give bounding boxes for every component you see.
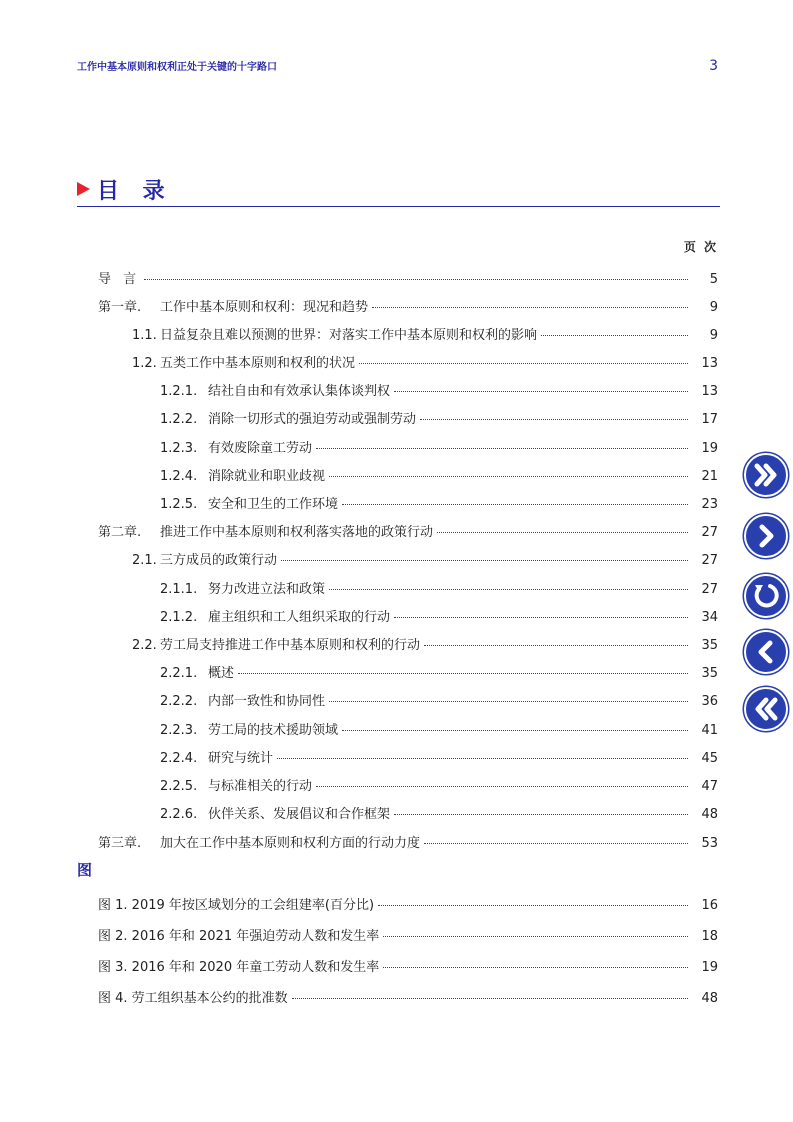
dot-leader [238, 673, 688, 674]
figure-entry-page: 18 [701, 929, 718, 944]
toc-entry-number: 1.2.1. [160, 384, 198, 399]
toc-entry-label: 劳工局的技术援助领域 [208, 723, 339, 738]
dot-leader [316, 786, 688, 787]
figure-entry-label: 图 2. 2016 年和 2021 年强迫劳动人数和发生率 [98, 929, 380, 944]
previous-page-button[interactable] [744, 630, 788, 674]
toc-entry-number: 2.1.1. [160, 582, 198, 597]
toc-entry[interactable] [160, 662, 718, 680]
double-chevron-left-icon [746, 689, 786, 729]
toc-entry[interactable] [160, 408, 718, 426]
page-number: 3 [709, 58, 718, 74]
toc-entry-page: 36 [701, 694, 718, 709]
toc-entry-label: 推进工作中基本原则和权利落实落地的政策行动 [160, 525, 434, 540]
toc-entry[interactable] [160, 775, 718, 793]
figure-entry-label: 图 4. 劳工组织基本公约的批准数 [98, 991, 288, 1006]
toc-entry-page: 23 [701, 497, 718, 512]
figure-entry[interactable] [98, 925, 718, 943]
dot-leader [394, 814, 688, 815]
toc-entry-page: 48 [701, 807, 718, 822]
dot-leader [424, 645, 688, 646]
toc-entry-page: 41 [701, 723, 718, 738]
toc-entry-label: 有效废除童工劳动 [208, 441, 313, 456]
toc-entry-number: 第三章. [98, 836, 142, 851]
toc-entry-label: 雇主组织和工人组织采取的行动 [208, 610, 391, 625]
toc-entry-label: 与标准相关的行动 [208, 779, 313, 794]
toc-entry[interactable] [160, 578, 718, 596]
toc-entry-label: 内部一致性和协同性 [208, 694, 326, 709]
toc-entry-page: 34 [701, 610, 718, 625]
toc-entry-label: 五类工作中基本原则和权利的状况 [160, 356, 356, 371]
triangle-marker-icon [77, 182, 90, 196]
figure-entry-label: 图 3. 2016 年和 2020 年童工劳动人数和发生率 [98, 960, 380, 975]
toc-entry-page: 47 [701, 779, 718, 794]
toc-entry-number: 2.2.6. [160, 807, 198, 822]
dot-leader [342, 504, 688, 505]
toc-entry[interactable] [160, 719, 718, 737]
dot-leader [383, 967, 688, 968]
figures-heading: 图 [77, 861, 93, 879]
toc-entry-number: 1.2.3. [160, 441, 198, 456]
toc-entry-number: 1.2. [132, 356, 157, 371]
toc-title [77, 174, 720, 207]
next-page-button[interactable] [744, 514, 788, 558]
toc-entry-number: 1.1. [132, 328, 157, 343]
toc-entry[interactable] [132, 549, 718, 567]
toc-entry-page: 9 [709, 300, 718, 315]
toc-entry-number: 2.1. [132, 553, 157, 568]
toc-entry[interactable] [132, 634, 718, 652]
toc-entry-label: 结社自由和有效承认集体谈判权 [208, 384, 391, 399]
figure-entry[interactable] [98, 987, 718, 1005]
toc-entry[interactable] [98, 521, 718, 539]
toc-entry-number: 2.2.1. [160, 666, 198, 681]
page-column-label: 页 次 [683, 240, 718, 254]
figure-entry-page: 48 [701, 991, 718, 1006]
toc-entry-page: 21 [701, 469, 718, 484]
figure-entry[interactable] [98, 956, 718, 974]
toc-entry-page: 5 [709, 272, 718, 287]
toc-entry-page: 45 [701, 751, 718, 766]
toc-entry-number: 1.2.4. [160, 469, 198, 484]
toc-entry-page: 53 [701, 836, 718, 851]
toc-entry[interactable] [160, 380, 718, 398]
toc-entry-number: 2.2.2. [160, 694, 198, 709]
toc-entry-page: 13 [701, 356, 718, 371]
toc-entry-number: 2.2. [132, 638, 157, 653]
toc-entry-label: 努力改进立法和政策 [208, 582, 326, 597]
dot-leader [394, 617, 688, 618]
toc-entry-label: 概述 [208, 666, 235, 681]
dot-leader [329, 701, 688, 702]
dot-leader [277, 758, 688, 759]
dot-leader [329, 589, 688, 590]
toc-entry-page: 27 [701, 553, 718, 568]
toc-entry-number: 2.2.3. [160, 723, 198, 738]
toc-entry-number: 1.2.5. [160, 497, 198, 512]
dot-leader [378, 905, 688, 906]
figure-entry[interactable] [98, 894, 718, 912]
dot-leader [541, 335, 688, 336]
toc-entry[interactable] [160, 493, 718, 511]
chevron-left-icon [746, 632, 786, 672]
toc-entry-page: 27 [701, 582, 718, 597]
chevron-right-icon [746, 516, 786, 556]
toc-entry-page: 27 [701, 525, 718, 540]
toc-entry-label: 消除一切形式的强迫劳动或强制劳动 [208, 412, 417, 427]
return-button[interactable] [744, 574, 788, 618]
toc-entry[interactable] [160, 465, 718, 483]
refresh-icon [746, 576, 786, 616]
last-page-button[interactable] [744, 453, 788, 497]
toc-entry[interactable] [132, 324, 718, 342]
toc-entry-number: 第二章. [98, 525, 142, 540]
toc-entry-page: 35 [701, 666, 718, 681]
toc-entry-page: 9 [709, 328, 718, 343]
toc-entry-number: 1.2.2. [160, 412, 198, 427]
toc-entry[interactable] [98, 832, 718, 850]
toc-entry[interactable] [132, 352, 718, 370]
dot-leader [292, 998, 688, 999]
dot-leader [329, 476, 688, 477]
first-page-button[interactable] [744, 687, 788, 731]
toc-entry-label: 伙伴关系、发展倡议和合作框架 [208, 807, 391, 822]
toc-entry-number: 第一章. [98, 300, 142, 315]
dot-leader [383, 936, 688, 937]
figure-entry-page: 19 [701, 960, 718, 975]
dot-leader [144, 279, 688, 280]
toc-entry-number: 2.2.4. [160, 751, 198, 766]
dot-leader [372, 307, 688, 308]
dot-leader [359, 363, 688, 364]
toc-entry-page: 13 [701, 384, 718, 399]
toc-entry-number: 2.2.5. [160, 779, 198, 794]
toc-entry-label: 日益复杂且难以预测的世界：对落实工作中基本原则和权利的影响 [160, 328, 538, 343]
figure-entry-page: 16 [701, 898, 718, 913]
toc-entry[interactable] [160, 747, 718, 765]
toc-entry-label: 三方成员的政策行动 [160, 553, 278, 568]
dot-leader [281, 560, 688, 561]
toc-entry-page: 17 [701, 412, 718, 427]
toc-entry-page: 35 [701, 638, 718, 653]
dot-leader [437, 532, 688, 533]
dot-leader [394, 391, 688, 392]
toc-entry[interactable] [160, 803, 718, 821]
double-chevron-right-icon [746, 455, 786, 495]
toc-title-text: 目 录 [97, 179, 173, 204]
toc-entry[interactable] [98, 268, 718, 286]
figure-entry-label: 图 1. 2019 年按区域划分的工会组建率(百分比) [98, 898, 375, 913]
dot-leader [424, 843, 688, 844]
toc-entry-label: 研究与统计 [208, 751, 274, 766]
toc-entry-label: 消除就业和职业歧视 [208, 469, 326, 484]
dot-leader [316, 448, 688, 449]
toc-entry-number: 2.1.2. [160, 610, 198, 625]
toc-entry[interactable] [98, 296, 718, 314]
toc-entry[interactable] [160, 690, 718, 708]
toc-entry-page: 19 [701, 441, 718, 456]
dot-leader [420, 419, 688, 420]
toc-entry-label: 劳工局支持推进工作中基本原则和权利的行动 [160, 638, 421, 653]
toc-entry-label: 安全和卫生的工作环境 [208, 497, 339, 512]
running-header: 工作中基本原则和权利正处于关键的十字路口 [77, 62, 277, 73]
dot-leader [342, 730, 688, 731]
toc-entry[interactable] [160, 606, 718, 624]
toc-entry-label: 加大在工作中基本原则和权利方面的行动力度 [160, 836, 421, 851]
toc-entry[interactable] [160, 437, 718, 455]
toc-entry-label: 导 言 [98, 272, 141, 287]
toc-entry-label: 工作中基本原则和权利：现况和趋势 [160, 300, 369, 315]
